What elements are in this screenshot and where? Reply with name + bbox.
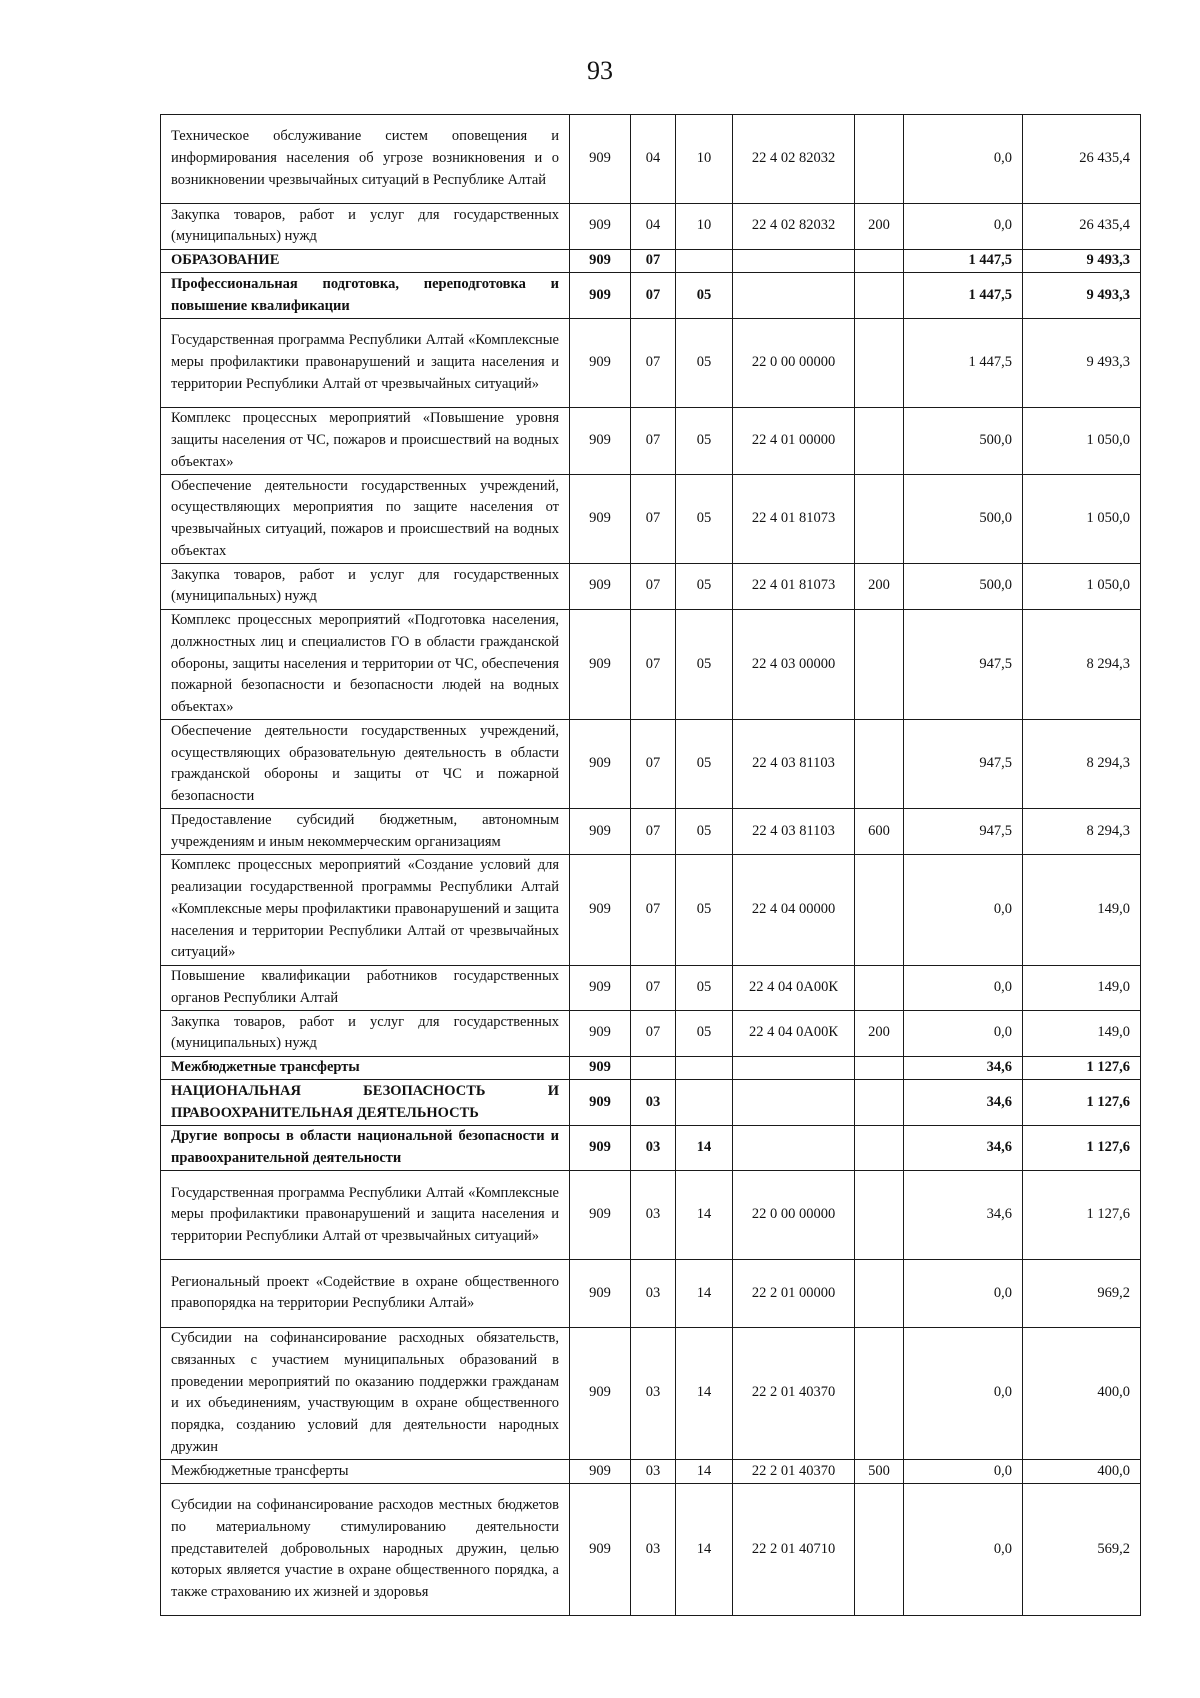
table-row bbox=[161, 1011, 1141, 1057]
cell-sum-second: 149,0 bbox=[1023, 1011, 1141, 1057]
table-row bbox=[161, 564, 1141, 610]
cell-subsection: 05 bbox=[676, 273, 733, 319]
cell-department-code: 909 bbox=[570, 1011, 631, 1057]
cell-expense-type bbox=[855, 407, 904, 474]
cell-description: Комплекс процессных мероприятий «Повышение уровня защиты населения от ЧС, пожаров и происшествий на водных объектах» bbox=[161, 407, 570, 474]
table-row bbox=[161, 273, 1141, 319]
cell-subsection bbox=[676, 249, 733, 273]
cell-sum-second: 9 493,3 bbox=[1023, 318, 1141, 407]
cell-description: Межбюджетные трансферты bbox=[161, 1056, 570, 1080]
cell-department-code: 909 bbox=[570, 115, 631, 204]
cell-sum-second: 149,0 bbox=[1023, 965, 1141, 1011]
cell-sum-first: 0,0 bbox=[904, 965, 1023, 1011]
cell-sum-second: 1 050,0 bbox=[1023, 564, 1141, 610]
cell-expense-type bbox=[855, 854, 904, 965]
cell-department-code: 909 bbox=[570, 204, 631, 250]
cell-target-article bbox=[733, 273, 855, 319]
cell-description: Обеспечение деятельности государственных учреждений, осуществляющих мероприятия по защите населения от чрезвычайных ситуаций, пожаров и происшествий на водных объектах bbox=[161, 475, 570, 564]
cell-sum-second: 26 435,4 bbox=[1023, 204, 1141, 250]
cell-description: Государственная программа Республики Алтай «Комплексные меры профилактики правонарушений и защита населения и территории Республики Алтай от чрезвычайных ситуаций» bbox=[161, 1171, 570, 1260]
cell-sum-second: 1 050,0 bbox=[1023, 475, 1141, 564]
cell-subsection: 05 bbox=[676, 809, 733, 855]
cell-sum-second: 1 127,6 bbox=[1023, 1056, 1141, 1080]
table-row bbox=[161, 1483, 1141, 1616]
cell-description: ОБРАЗОВАНИЕ bbox=[161, 249, 570, 273]
cell-expense-type: 200 bbox=[855, 564, 904, 610]
cell-section: 03 bbox=[631, 1327, 676, 1460]
cell-target-article bbox=[733, 249, 855, 273]
cell-expense-type bbox=[855, 965, 904, 1011]
cell-description: Закупка товаров, работ и услуг для государственных (муниципальных) нужд bbox=[161, 1011, 570, 1057]
cell-sum-first: 0,0 bbox=[904, 1327, 1023, 1460]
cell-target-article bbox=[733, 1056, 855, 1080]
cell-department-code: 909 bbox=[570, 1460, 631, 1484]
cell-subsection: 05 bbox=[676, 1011, 733, 1057]
cell-expense-type bbox=[855, 1080, 904, 1126]
cell-department-code: 909 bbox=[570, 318, 631, 407]
cell-target-article: 22 4 04 0А00К bbox=[733, 965, 855, 1011]
cell-subsection: 05 bbox=[676, 564, 733, 610]
cell-sum-first: 0,0 bbox=[904, 1260, 1023, 1327]
table-row bbox=[161, 475, 1141, 564]
cell-section: 03 bbox=[631, 1483, 676, 1616]
cell-target-article: 22 2 01 40370 bbox=[733, 1327, 855, 1460]
cell-sum-first: 500,0 bbox=[904, 475, 1023, 564]
cell-target-article: 22 4 03 81103 bbox=[733, 720, 855, 809]
cell-expense-type bbox=[855, 1483, 904, 1616]
cell-sum-second: 9 493,3 bbox=[1023, 249, 1141, 273]
cell-sum-first: 0,0 bbox=[904, 1460, 1023, 1484]
cell-sum-second: 1 050,0 bbox=[1023, 407, 1141, 474]
cell-department-code: 909 bbox=[570, 854, 631, 965]
cell-sum-first: 0,0 bbox=[904, 854, 1023, 965]
cell-sum-first: 34,6 bbox=[904, 1080, 1023, 1126]
cell-expense-type bbox=[855, 1171, 904, 1260]
cell-sum-first: 0,0 bbox=[904, 115, 1023, 204]
cell-subsection bbox=[676, 1080, 733, 1126]
cell-sum-second: 969,2 bbox=[1023, 1260, 1141, 1327]
cell-target-article: 22 4 04 0А00К bbox=[733, 1011, 855, 1057]
cell-sum-first: 34,6 bbox=[904, 1171, 1023, 1260]
cell-description: Другие вопросы в области национальной безопасности и правоохранительной деятельности bbox=[161, 1125, 570, 1171]
cell-sum-second: 569,2 bbox=[1023, 1483, 1141, 1616]
cell-expense-type bbox=[855, 1056, 904, 1080]
table-row bbox=[161, 115, 1141, 204]
cell-department-code: 909 bbox=[570, 1171, 631, 1260]
cell-section: 07 bbox=[631, 407, 676, 474]
cell-sum-first: 500,0 bbox=[904, 407, 1023, 474]
cell-expense-type bbox=[855, 720, 904, 809]
cell-target-article: 22 4 01 81073 bbox=[733, 564, 855, 610]
cell-section: 07 bbox=[631, 564, 676, 610]
cell-department-code: 909 bbox=[570, 564, 631, 610]
cell-subsection bbox=[676, 1056, 733, 1080]
cell-description: Профессиональная подготовка, переподготовка и повышение квалификации bbox=[161, 273, 570, 319]
cell-description: Обеспечение деятельности государственных учреждений, осуществляющих образовательную деятельность в области гражданской обороны и защиты от ЧС и пожарной безопасности bbox=[161, 720, 570, 809]
cell-section: 07 bbox=[631, 1011, 676, 1057]
cell-department-code: 909 bbox=[570, 407, 631, 474]
cell-section: 03 bbox=[631, 1260, 676, 1327]
cell-subsection: 05 bbox=[676, 965, 733, 1011]
cell-department-code: 909 bbox=[570, 1125, 631, 1171]
page-number: 93 bbox=[587, 56, 613, 85]
cell-target-article: 22 4 03 00000 bbox=[733, 609, 855, 720]
cell-section bbox=[631, 1056, 676, 1080]
cell-subsection: 05 bbox=[676, 720, 733, 809]
cell-subsection: 10 bbox=[676, 115, 733, 204]
cell-expense-type bbox=[855, 1125, 904, 1171]
cell-sum-first: 0,0 bbox=[904, 1483, 1023, 1616]
table-row bbox=[161, 1327, 1141, 1460]
cell-description: Закупка товаров, работ и услуг для государственных (муниципальных) нужд bbox=[161, 564, 570, 610]
cell-subsection: 14 bbox=[676, 1483, 733, 1616]
table-row bbox=[161, 204, 1141, 250]
cell-sum-second: 8 294,3 bbox=[1023, 720, 1141, 809]
cell-section: 07 bbox=[631, 249, 676, 273]
cell-expense-type bbox=[855, 475, 904, 564]
cell-description: Межбюджетные трансферты bbox=[161, 1460, 570, 1484]
cell-expense-type: 600 bbox=[855, 809, 904, 855]
cell-sum-first: 0,0 bbox=[904, 204, 1023, 250]
cell-department-code: 909 bbox=[570, 249, 631, 273]
cell-target-article: 22 4 01 00000 bbox=[733, 407, 855, 474]
cell-sum-first: 500,0 bbox=[904, 564, 1023, 610]
cell-subsection: 14 bbox=[676, 1125, 733, 1171]
cell-department-code: 909 bbox=[570, 809, 631, 855]
cell-department-code: 909 bbox=[570, 1327, 631, 1460]
cell-section: 07 bbox=[631, 475, 676, 564]
cell-sum-first: 1 447,5 bbox=[904, 273, 1023, 319]
cell-sum-second: 400,0 bbox=[1023, 1327, 1141, 1460]
cell-section: 07 bbox=[631, 854, 676, 965]
cell-description: Закупка товаров, работ и услуг для государственных (муниципальных) нужд bbox=[161, 204, 570, 250]
table-row bbox=[161, 1056, 1141, 1080]
cell-target-article: 22 4 03 81103 bbox=[733, 809, 855, 855]
cell-expense-type bbox=[855, 273, 904, 319]
cell-target-article: 22 2 01 00000 bbox=[733, 1260, 855, 1327]
cell-sum-second: 26 435,4 bbox=[1023, 115, 1141, 204]
cell-sum-first: 947,5 bbox=[904, 609, 1023, 720]
cell-section: 07 bbox=[631, 720, 676, 809]
cell-sum-first: 1 447,5 bbox=[904, 318, 1023, 407]
cell-description: НАЦИОНАЛЬНАЯ БЕЗОПАСНОСТЬ И ПРАВООХРАНИТЕЛЬНАЯ ДЕЯТЕЛЬНОСТЬ bbox=[161, 1080, 570, 1126]
cell-section: 03 bbox=[631, 1080, 676, 1126]
cell-section: 07 bbox=[631, 273, 676, 319]
cell-sum-first: 34,6 bbox=[904, 1125, 1023, 1171]
cell-section: 03 bbox=[631, 1460, 676, 1484]
cell-expense-type bbox=[855, 1260, 904, 1327]
cell-sum-second: 9 493,3 bbox=[1023, 273, 1141, 319]
table-row bbox=[161, 854, 1141, 965]
cell-subsection: 14 bbox=[676, 1171, 733, 1260]
table-row bbox=[161, 1125, 1141, 1171]
cell-target-article bbox=[733, 1125, 855, 1171]
cell-target-article: 22 2 01 40370 bbox=[733, 1460, 855, 1484]
cell-department-code: 909 bbox=[570, 1056, 631, 1080]
table-row bbox=[161, 249, 1141, 273]
cell-section: 07 bbox=[631, 809, 676, 855]
cell-sum-second: 149,0 bbox=[1023, 854, 1141, 965]
cell-department-code: 909 bbox=[570, 720, 631, 809]
cell-sum-second: 1 127,6 bbox=[1023, 1171, 1141, 1260]
cell-sum-first: 947,5 bbox=[904, 720, 1023, 809]
cell-subsection: 05 bbox=[676, 475, 733, 564]
table-row bbox=[161, 1460, 1141, 1484]
cell-subsection: 10 bbox=[676, 204, 733, 250]
cell-department-code: 909 bbox=[570, 609, 631, 720]
table-row bbox=[161, 318, 1141, 407]
table-row bbox=[161, 609, 1141, 720]
cell-section: 07 bbox=[631, 609, 676, 720]
cell-sum-second: 8 294,3 bbox=[1023, 809, 1141, 855]
cell-subsection: 05 bbox=[676, 407, 733, 474]
cell-sum-second: 1 127,6 bbox=[1023, 1080, 1141, 1126]
cell-sum-second: 400,0 bbox=[1023, 1460, 1141, 1484]
cell-section: 03 bbox=[631, 1125, 676, 1171]
cell-description: Комплекс процессных мероприятий «Подготовка населения, должностных лиц и специалистов ГО в области гражданской обороны, защиты населения и территории от ЧС, обеспечения пожарной безопасности и безопасности людей на водных объектах» bbox=[161, 609, 570, 720]
cell-department-code: 909 bbox=[570, 475, 631, 564]
budget-table bbox=[160, 114, 1141, 1616]
cell-subsection: 05 bbox=[676, 854, 733, 965]
cell-expense-type bbox=[855, 1327, 904, 1460]
table-row bbox=[161, 965, 1141, 1011]
cell-target-article: 22 4 02 82032 bbox=[733, 204, 855, 250]
table-row bbox=[161, 720, 1141, 809]
cell-department-code: 909 bbox=[570, 1260, 631, 1327]
cell-sum-second: 1 127,6 bbox=[1023, 1125, 1141, 1171]
cell-target-article: 22 2 01 40710 bbox=[733, 1483, 855, 1616]
cell-subsection: 05 bbox=[676, 609, 733, 720]
cell-description: Предоставление субсидий бюджетным, автономным учреждениям и иным некоммерческим организациям bbox=[161, 809, 570, 855]
cell-department-code: 909 bbox=[570, 273, 631, 319]
cell-description: Субсидии на софинансирование расходов местных бюджетов по материальному стимулированию деятельности представителей добровольных народных дружин, целью которых является участие в охране общественного порядка, а также страхованию их жизней и здоровья bbox=[161, 1483, 570, 1616]
cell-expense-type bbox=[855, 115, 904, 204]
cell-target-article: 22 4 04 00000 bbox=[733, 854, 855, 965]
cell-target-article: 22 4 01 81073 bbox=[733, 475, 855, 564]
cell-department-code: 909 bbox=[570, 1483, 631, 1616]
cell-sum-second: 8 294,3 bbox=[1023, 609, 1141, 720]
table-row bbox=[161, 809, 1141, 855]
cell-section: 04 bbox=[631, 204, 676, 250]
cell-expense-type bbox=[855, 318, 904, 407]
table-row bbox=[161, 1080, 1141, 1126]
cell-description: Повышение квалификации работников государственных органов Республики Алтай bbox=[161, 965, 570, 1011]
cell-expense-type: 500 bbox=[855, 1460, 904, 1484]
table-row bbox=[161, 407, 1141, 474]
cell-expense-type: 200 bbox=[855, 1011, 904, 1057]
cell-description: Субсидии на софинансирование расходных обязательств, связанных с участием муниципальных образований в проведении мероприятий по оказанию поддержки гражданам и их объединениям, участвующим в охране общественного порядка, созданию условий для деятельности народных дружин bbox=[161, 1327, 570, 1460]
cell-sum-first: 1 447,5 bbox=[904, 249, 1023, 273]
cell-sum-first: 947,5 bbox=[904, 809, 1023, 855]
cell-target-article bbox=[733, 1080, 855, 1126]
cell-expense-type: 200 bbox=[855, 204, 904, 250]
cell-subsection: 14 bbox=[676, 1327, 733, 1460]
cell-expense-type bbox=[855, 609, 904, 720]
table-row bbox=[161, 1260, 1141, 1327]
cell-section: 03 bbox=[631, 1171, 676, 1260]
cell-sum-first: 34,6 bbox=[904, 1056, 1023, 1080]
cell-subsection: 14 bbox=[676, 1460, 733, 1484]
cell-target-article: 22 0 00 00000 bbox=[733, 1171, 855, 1260]
cell-section: 07 bbox=[631, 965, 676, 1011]
cell-description: Региональный проект «Содействие в охране общественного правопорядка на территории Республики Алтай» bbox=[161, 1260, 570, 1327]
cell-description: Комплекс процессных мероприятий «Создание условий для реализации государственной программы Республики Алтай «Комплексные меры профилактики правонарушений и защита населения и территории Республики Алтай от чрезвычайных ситуаций» bbox=[161, 854, 570, 965]
cell-sum-first: 0,0 bbox=[904, 1011, 1023, 1057]
table-row bbox=[161, 1171, 1141, 1260]
cell-department-code: 909 bbox=[570, 965, 631, 1011]
table-body bbox=[161, 115, 1141, 1616]
cell-section: 04 bbox=[631, 115, 676, 204]
cell-description: Государственная программа Республики Алтай «Комплексные меры профилактики правонарушений и защита населения и территории Республики Алтай от чрезвычайных ситуаций» bbox=[161, 318, 570, 407]
cell-department-code: 909 bbox=[570, 1080, 631, 1126]
cell-section: 07 bbox=[631, 318, 676, 407]
cell-description: Техническое обслуживание систем оповещения и информирования населения об угрозе возникновения и о возникновении чрезвычайных ситуаций в Республике Алтай bbox=[161, 115, 570, 204]
cell-subsection: 05 bbox=[676, 318, 733, 407]
cell-subsection: 14 bbox=[676, 1260, 733, 1327]
cell-expense-type bbox=[855, 249, 904, 273]
cell-target-article: 22 4 02 82032 bbox=[733, 115, 855, 204]
cell-target-article: 22 0 00 00000 bbox=[733, 318, 855, 407]
